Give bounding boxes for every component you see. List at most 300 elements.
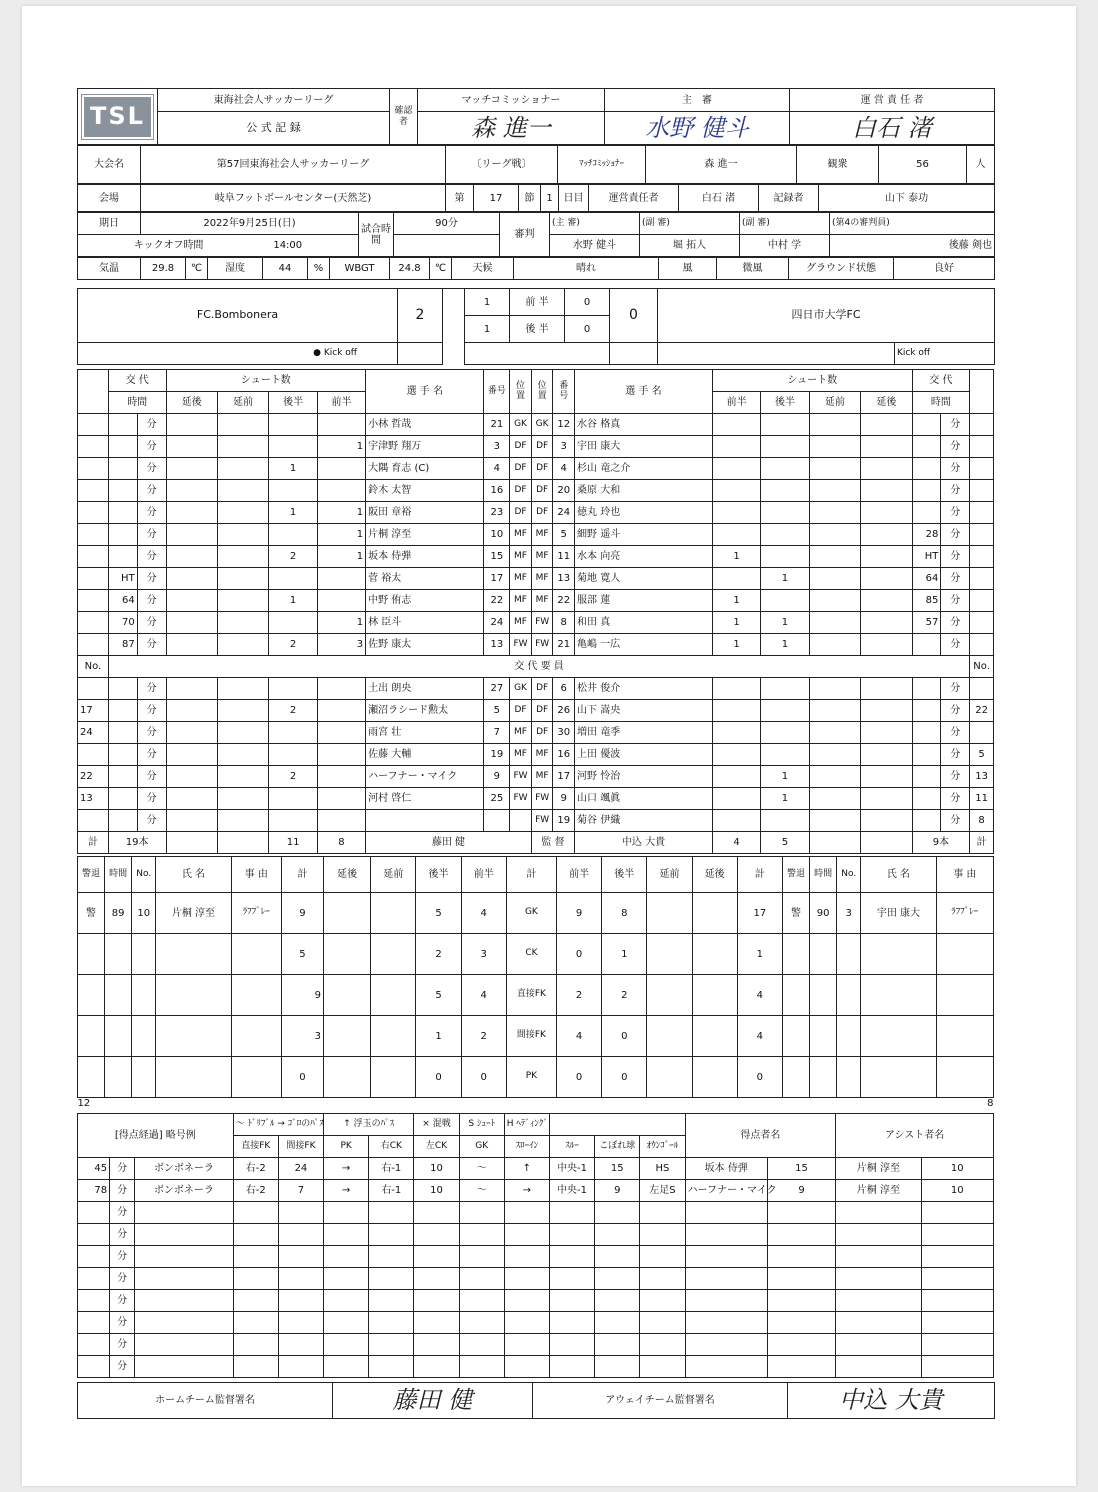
- away-et1: [809, 788, 860, 810]
- stats-away-2h: 0: [602, 1057, 647, 1098]
- home-total-shots: 19本: [108, 832, 166, 854]
- away-player-number: 8: [553, 612, 575, 634]
- home-row-no: [78, 458, 109, 480]
- away-sub-name: 山下 嵩央: [575, 700, 713, 722]
- away-sub-position: FW: [531, 810, 553, 832]
- goal-row: [78, 1246, 994, 1268]
- home-row-no: [78, 524, 109, 546]
- stats-home-2h-head: 後半: [416, 857, 461, 893]
- goal-col-8: [549, 1290, 594, 1312]
- goal-col-4: [369, 1290, 414, 1312]
- ref-a2-name: 中村 学: [740, 235, 830, 257]
- away-et2: [861, 524, 912, 546]
- home-sub-name: ハーフナー・マイク: [366, 766, 484, 788]
- first-half-label: 前 半: [510, 289, 565, 316]
- home-player-name: 林 臣斗: [366, 612, 484, 634]
- away-sub-position: FW: [531, 788, 553, 810]
- away-et2: [861, 700, 912, 722]
- away-row-no: [970, 436, 994, 458]
- home-card-name-head: 氏 名: [156, 857, 231, 893]
- away-kickoff-label: Kick off: [895, 343, 995, 365]
- away-row-no: [970, 524, 994, 546]
- goal-col-3: →: [324, 1158, 369, 1180]
- away-card-empty: [861, 975, 936, 1016]
- humidity-label: 湿度: [208, 258, 263, 280]
- away-total-et1: [809, 832, 860, 854]
- home-min-label: 分: [137, 788, 166, 810]
- away-et2: [861, 568, 912, 590]
- away-1h: 1: [712, 590, 760, 612]
- home-card-empty: [132, 1016, 156, 1057]
- away-player-number: 22: [553, 590, 575, 612]
- home-min-label: 分: [137, 810, 166, 832]
- away-min-label: 分: [941, 678, 970, 700]
- referees-label: 審判: [500, 213, 550, 257]
- home-player-name: 佐野 康太: [366, 634, 484, 656]
- goal-col-6: [459, 1312, 504, 1334]
- away-card-type: 警: [782, 893, 809, 934]
- away-score-blank: [610, 343, 658, 365]
- home-player-name: 中野 侑志: [366, 590, 484, 612]
- away-sign-label: アウェイチーム監督署名: [533, 1383, 788, 1419]
- goal-min-label: 分: [110, 1334, 135, 1356]
- home-sub-time: [108, 810, 137, 832]
- match-time-blank: [394, 235, 500, 257]
- mc-label: ﾏｯﾁｺﾐｯｼｮﾅｰ: [558, 146, 646, 184]
- home-sub-in-no: 22: [78, 766, 109, 788]
- goal-col-7: [504, 1202, 549, 1224]
- home-sub-name: [366, 810, 484, 832]
- home-card-empty: [78, 1016, 105, 1057]
- home-card-type: 警: [78, 893, 105, 934]
- away-player-name: 桑原 大和: [575, 480, 713, 502]
- goal-scorer-no: 15: [767, 1158, 835, 1180]
- starter-row: [78, 502, 994, 524]
- home-sub-head: 交 代: [108, 370, 166, 392]
- away-sub-time: [912, 414, 941, 436]
- away-player-name: 水本 向亮: [575, 546, 713, 568]
- kickoff-time: 14:00: [273, 240, 303, 251]
- home-sub-time: HT: [108, 568, 137, 590]
- home-card-no-head: No.: [132, 857, 156, 893]
- home-et2: [166, 722, 217, 744]
- stats-home-total: 3: [281, 1016, 323, 1057]
- home-sub-time: [108, 678, 137, 700]
- home-et1: [217, 766, 268, 788]
- goal-col-10: [640, 1290, 685, 1312]
- recorder-label: 記録者: [759, 185, 819, 212]
- home-sub-time: 64: [108, 590, 137, 612]
- away-et2: [861, 634, 912, 656]
- goal-min-label: 分: [110, 1202, 135, 1224]
- away-first-half-score: 0: [565, 289, 610, 316]
- goal-col-10: [640, 1246, 685, 1268]
- away-et1: [809, 634, 860, 656]
- away-sub-time: [912, 480, 941, 502]
- home-2h: 1: [269, 502, 317, 524]
- home-sub-in-no: [78, 810, 109, 832]
- home-2h: [269, 414, 317, 436]
- away-1h-head: 前半: [712, 392, 760, 414]
- goal-col-10: [640, 1224, 685, 1246]
- away-min-label: 分: [941, 546, 970, 568]
- away-sub-number: 16: [553, 744, 575, 766]
- goal-col-7: →: [504, 1180, 549, 1202]
- home-sub-time: [108, 414, 137, 436]
- home-kickoff-blank: [398, 343, 443, 365]
- away-2h: [761, 524, 809, 546]
- stats-home-et1: [371, 1057, 416, 1098]
- away-sub-head: 交 代: [912, 370, 970, 392]
- stats-home-1h: 0: [461, 1057, 506, 1098]
- goal-col-8: [549, 1202, 594, 1224]
- goal-col-6: ～: [459, 1180, 504, 1202]
- home-min-label: 分: [137, 612, 166, 634]
- goal-scorer-no: [767, 1334, 835, 1356]
- away-sub-time: 28: [912, 524, 941, 546]
- away-sub-time: [912, 810, 941, 832]
- goal-assist-no: [921, 1290, 993, 1312]
- away-2h: [761, 502, 809, 524]
- goal-row: [78, 1224, 994, 1246]
- legend-col-0: 直接FK: [233, 1136, 278, 1158]
- stats-label: 直接FK: [506, 975, 556, 1016]
- meta-table: [77, 145, 995, 184]
- goal-minute: 45: [78, 1158, 110, 1180]
- attendance-unit: 人: [967, 146, 995, 184]
- home-sub-time: [108, 788, 137, 810]
- stats-home-2h: 1: [416, 1016, 461, 1057]
- away-player-name: 細野 遥斗: [575, 524, 713, 546]
- home-kickoff-label: Kick off: [323, 347, 357, 358]
- away-sub-in-no: 11: [970, 788, 994, 810]
- manager-label: 運 営 責 任 者: [790, 89, 995, 112]
- goal-team: [135, 1312, 233, 1334]
- away-sub-number: 26: [553, 700, 575, 722]
- home-player-name: 大隅 育志 (C): [366, 458, 484, 480]
- home-1h: 1: [317, 524, 365, 546]
- legend-dribble: ～ ﾄﾞﾘﾌﾞﾙ: [235, 1118, 275, 1129]
- match-time-label: 試合時間: [359, 213, 394, 257]
- home-time-head: 時間: [108, 392, 166, 414]
- home-2h: [269, 678, 317, 700]
- goal-scorer: [685, 1356, 767, 1378]
- goal-assist: [836, 1246, 921, 1268]
- home-sub-time: [108, 546, 137, 568]
- home-et1-head: 延前: [217, 392, 268, 414]
- home-second-half-score: 1: [465, 316, 510, 343]
- away-card-empty: [861, 934, 936, 975]
- humidity-value: 44: [263, 258, 308, 280]
- goal-col-6: [459, 1356, 504, 1378]
- goal-col-4: [369, 1246, 414, 1268]
- goal-col-10: [640, 1202, 685, 1224]
- home-row-no: [78, 612, 109, 634]
- recorder-name: 山下 泰功: [819, 185, 995, 212]
- goal-col-4: [369, 1356, 414, 1378]
- home-total-score: 2: [398, 289, 443, 343]
- day-number: 1: [541, 185, 559, 212]
- ref-main-label: (主 審): [550, 213, 640, 235]
- goal-col-4: [369, 1312, 414, 1334]
- temp-unit: ℃: [186, 258, 208, 280]
- home-1h: [317, 788, 365, 810]
- goal-col-1: 右-2: [233, 1158, 278, 1180]
- home-2h: [269, 524, 317, 546]
- second-half-label: 後 半: [510, 316, 565, 343]
- match-type: 〔リーグ戦〕: [446, 146, 558, 184]
- sub-row: [78, 788, 994, 810]
- home-total-2h: 11: [269, 832, 317, 854]
- score-divider-left: [443, 289, 465, 365]
- home-player-number: 21: [484, 414, 510, 436]
- away-player-name: 水谷 格真: [575, 414, 713, 436]
- away-et2: [861, 678, 912, 700]
- home-card-empty: [156, 975, 231, 1016]
- weather-value: 晴れ: [514, 258, 659, 280]
- goal-assist-no: 10: [921, 1180, 993, 1202]
- goal-col-8: [549, 1334, 594, 1356]
- away-1h: [712, 678, 760, 700]
- goals-body: [78, 1158, 994, 1378]
- goal-minute: [78, 1334, 110, 1356]
- home-coach-signature: 藤田 健: [333, 1383, 533, 1419]
- stats-home-1h: 3: [461, 934, 506, 975]
- home-card-time-head: 時間: [105, 857, 132, 893]
- home-player-position: DF: [510, 436, 532, 458]
- stats-home-2h: 5: [416, 975, 461, 1016]
- home-row-no: [78, 568, 109, 590]
- home-card-empty: [132, 934, 156, 975]
- starter-row: [78, 436, 994, 458]
- starter-row: [78, 414, 994, 436]
- away-sub-time: 57: [912, 612, 941, 634]
- away-card-empty: [810, 1057, 837, 1098]
- stats-away-total: 17: [737, 893, 782, 934]
- away-row-no: [970, 612, 994, 634]
- goal-assist: [836, 1312, 921, 1334]
- goal-col-7: [504, 1290, 549, 1312]
- away-1h: [712, 766, 760, 788]
- kickoff-dot-icon: ●: [313, 347, 321, 358]
- home-et2: [166, 436, 217, 458]
- home-sub-number: 7: [484, 722, 510, 744]
- away-2h: 1: [761, 568, 809, 590]
- home-et2: [166, 590, 217, 612]
- home-player-name: 坂本 侍弾: [366, 546, 484, 568]
- goal-team: [135, 1290, 233, 1312]
- goal-col-1: [233, 1334, 278, 1356]
- home-1h: 3: [317, 634, 365, 656]
- referee-label: 主 審: [605, 89, 790, 112]
- away-card-empty: [936, 975, 993, 1016]
- away-player-head: 選 手 名: [575, 370, 713, 414]
- home-min-label: 分: [137, 524, 166, 546]
- away-total-1h: 4: [712, 832, 760, 854]
- stats-away-1h: 0: [557, 934, 602, 975]
- away-card-empty: [782, 975, 809, 1016]
- away-card-empty: [782, 1057, 809, 1098]
- signature-table: [77, 1382, 995, 1419]
- home-player-head: 選 手 名: [366, 370, 484, 414]
- away-min-label: 分: [941, 436, 970, 458]
- away-sub-in-no: 8: [970, 810, 994, 832]
- home-min-label: 分: [137, 700, 166, 722]
- stats-away-2h: 1: [602, 934, 647, 975]
- away-1h: 1: [712, 612, 760, 634]
- away-sub-number: 9: [553, 788, 575, 810]
- home-total-label: 計: [78, 832, 109, 854]
- home-coach: 藤田 健: [366, 832, 532, 854]
- home-card-empty: [156, 934, 231, 975]
- home-sub-position: [510, 810, 532, 832]
- home-1h: 1: [317, 546, 365, 568]
- away-2h: [761, 590, 809, 612]
- legend-mix: × 混戦: [414, 1114, 459, 1136]
- away-2h: 1: [761, 766, 809, 788]
- goal-assist: 片桐 淳至: [836, 1158, 921, 1180]
- goal-col-3: →: [324, 1180, 369, 1202]
- home-1h: [317, 568, 365, 590]
- home-pos-head: 位置: [510, 370, 532, 414]
- goal-col-4: [369, 1268, 414, 1290]
- stats-away-et1: [647, 934, 692, 975]
- home-sub-in-no: [78, 744, 109, 766]
- home-min-label: 分: [137, 744, 166, 766]
- stats-away-et2: [692, 893, 737, 934]
- home-card-empty: [132, 1057, 156, 1098]
- ref-4th-label: (第4の審判員): [830, 213, 995, 235]
- goal-col-7: ↑: [504, 1158, 549, 1180]
- section-number: 17: [474, 185, 519, 212]
- wind-value: 微風: [717, 258, 789, 280]
- away-total-score: 0: [610, 289, 658, 343]
- away-player-position: MF: [531, 590, 553, 612]
- home-sub-position: GK: [510, 678, 532, 700]
- home-sub-time: [108, 458, 137, 480]
- home-1h: 1: [317, 502, 365, 524]
- goal-scorer-no: [767, 1224, 835, 1246]
- away-1h: 1: [712, 634, 760, 656]
- home-1h: 1: [317, 612, 365, 634]
- home-2h: [269, 436, 317, 458]
- home-sub-time: [108, 700, 137, 722]
- away-card-head: 警退: [782, 857, 809, 893]
- goal-col-10: [640, 1356, 685, 1378]
- home-1h: 1: [317, 436, 365, 458]
- away-sub-in-no: 22: [970, 700, 994, 722]
- goal-col-2: [278, 1334, 323, 1356]
- stats-home-total: 9: [281, 893, 323, 934]
- goal-minute: [78, 1224, 110, 1246]
- away-2h: [761, 480, 809, 502]
- home-1h: [317, 590, 365, 612]
- away-no-head: [970, 370, 994, 414]
- home-card-empty: [78, 975, 105, 1016]
- stats-home-total: 9: [281, 975, 323, 1016]
- away-card-name: 宇田 康大: [861, 893, 936, 934]
- away-card-empty: [837, 934, 861, 975]
- goal-col-9: 15: [595, 1158, 640, 1180]
- commissioner-signature: 森 進一: [418, 112, 605, 145]
- goal-row: [78, 1202, 994, 1224]
- away-2h: [761, 722, 809, 744]
- goals-legend-title: [得点経過] 略号例: [78, 1114, 234, 1158]
- goal-row: [78, 1158, 994, 1180]
- home-total-1h: 8: [317, 832, 365, 854]
- away-min-label: 分: [941, 722, 970, 744]
- away-player-number: 5: [553, 524, 575, 546]
- goal-col-8: [549, 1224, 594, 1246]
- stats-away-total: 4: [737, 975, 782, 1016]
- stats-away-total: 4: [737, 1016, 782, 1057]
- home-min-label: 分: [137, 722, 166, 744]
- goal-col-1: 右-2: [233, 1180, 278, 1202]
- home-et1: [217, 722, 268, 744]
- away-et1: [809, 568, 860, 590]
- humidity-unit: %: [308, 258, 330, 280]
- goal-minute: [78, 1356, 110, 1378]
- away-card-empty: [837, 1016, 861, 1057]
- goal-team: [135, 1202, 233, 1224]
- stats-home-et1: [371, 934, 416, 975]
- fk-away-subtotal: 8: [987, 1098, 994, 1109]
- home-sub-time: [108, 722, 137, 744]
- stats-home-et1: [371, 975, 416, 1016]
- goal-col-1: [233, 1356, 278, 1378]
- away-row-no: [970, 414, 994, 436]
- away-min-label: 分: [941, 810, 970, 832]
- temp-label: 気温: [78, 258, 141, 280]
- home-2h: 2: [269, 700, 317, 722]
- away-player-number: 11: [553, 546, 575, 568]
- home-min-label: 分: [137, 590, 166, 612]
- goal-col-1: [233, 1312, 278, 1334]
- away-player-position: DF: [531, 458, 553, 480]
- goal-col-1: [233, 1224, 278, 1246]
- home-num-head: 番号: [484, 370, 510, 414]
- home-et1: [217, 678, 268, 700]
- away-player-position: FW: [531, 612, 553, 634]
- home-player-name: 片桐 淳至: [366, 524, 484, 546]
- goal-col-5: [414, 1312, 459, 1334]
- goal-col-8: 中央-1: [549, 1158, 594, 1180]
- ref-a1-label: (副 審): [640, 213, 740, 235]
- home-player-position: MF: [510, 546, 532, 568]
- home-sub-number: 5: [484, 700, 510, 722]
- kickoff-label: キックオフ時間: [133, 240, 204, 251]
- goal-col-9: [595, 1202, 640, 1224]
- header-table: [77, 88, 995, 145]
- away-card-empty: [861, 1016, 936, 1057]
- home-et2: [166, 480, 217, 502]
- stats-away-total: 1: [737, 934, 782, 975]
- home-2h: [269, 810, 317, 832]
- home-player-position: MF: [510, 524, 532, 546]
- away-sub-time: HT: [912, 546, 941, 568]
- away-player-number: 24: [553, 502, 575, 524]
- home-1h: [317, 414, 365, 436]
- away-2h-head: 後半: [761, 392, 809, 414]
- goal-minute: [78, 1268, 110, 1290]
- goal-col-7: [504, 1312, 549, 1334]
- away-sub-time: [912, 766, 941, 788]
- home-card-empty: [105, 1016, 132, 1057]
- goal-scorer-no: [767, 1246, 835, 1268]
- away-et1: [809, 546, 860, 568]
- goal-col-9: [595, 1356, 640, 1378]
- away-sub-number: 6: [553, 678, 575, 700]
